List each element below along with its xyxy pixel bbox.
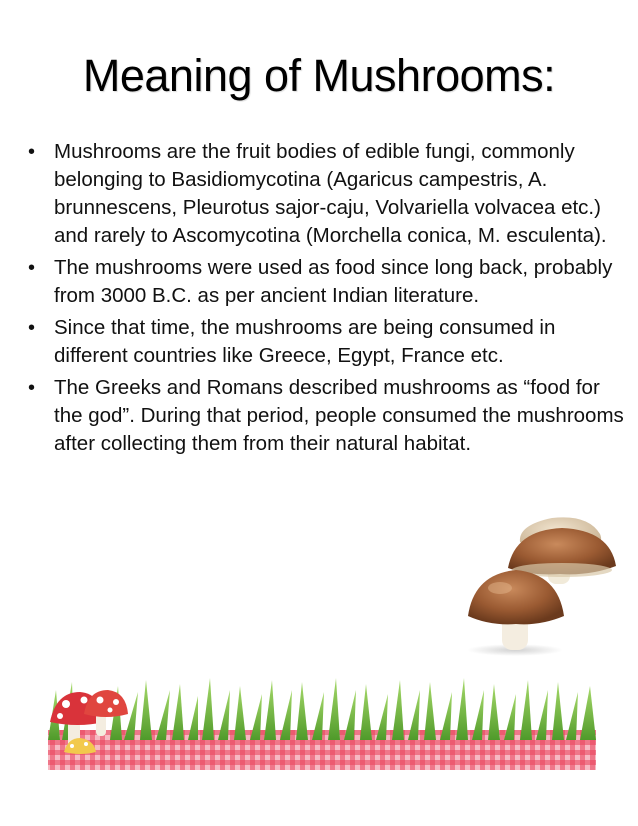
bullet-text: Since that time, the mushrooms are being consumed in different countries like Greece, Egypt, France etc. xyxy=(54,316,556,367)
bullet-marker: • xyxy=(28,257,36,279)
bullet-marker: • xyxy=(28,141,36,163)
bullet-item xyxy=(28,374,628,458)
bullet-item xyxy=(28,314,628,370)
bullet-text: The mushrooms were used as food since long back, probably from 3000 B.C. as per ancient Indian literature. xyxy=(54,256,613,307)
grass-border-illustration xyxy=(0,660,638,790)
grass-blades xyxy=(48,678,596,740)
bullet-marker: • xyxy=(28,377,36,399)
bullet-marker: • xyxy=(28,317,36,339)
bullet-item xyxy=(28,254,628,310)
slide-title: Meaning of Mushrooms: xyxy=(82,50,556,101)
bullet-text: Mushrooms are the fruit bodies of edible fungi, commonly belonging to Basidiomycotina (Agaricus campestris, A. brunnescens, Pleurotus sajor-caju, Volvariella volvacea etc.) and rarely to Ascomycotina (Morchella conica, M. esculenta). xyxy=(54,140,607,247)
bullet-text: The Greeks and Romans described mushrooms as “food for the god”. During that period, people consumed the mushrooms after collecting them from their natural habitat. xyxy=(54,376,624,455)
brown-mushrooms-illustration xyxy=(460,470,630,660)
bullet-list xyxy=(28,138,628,462)
bullet-item xyxy=(28,138,628,250)
mushroom-front xyxy=(467,570,564,656)
